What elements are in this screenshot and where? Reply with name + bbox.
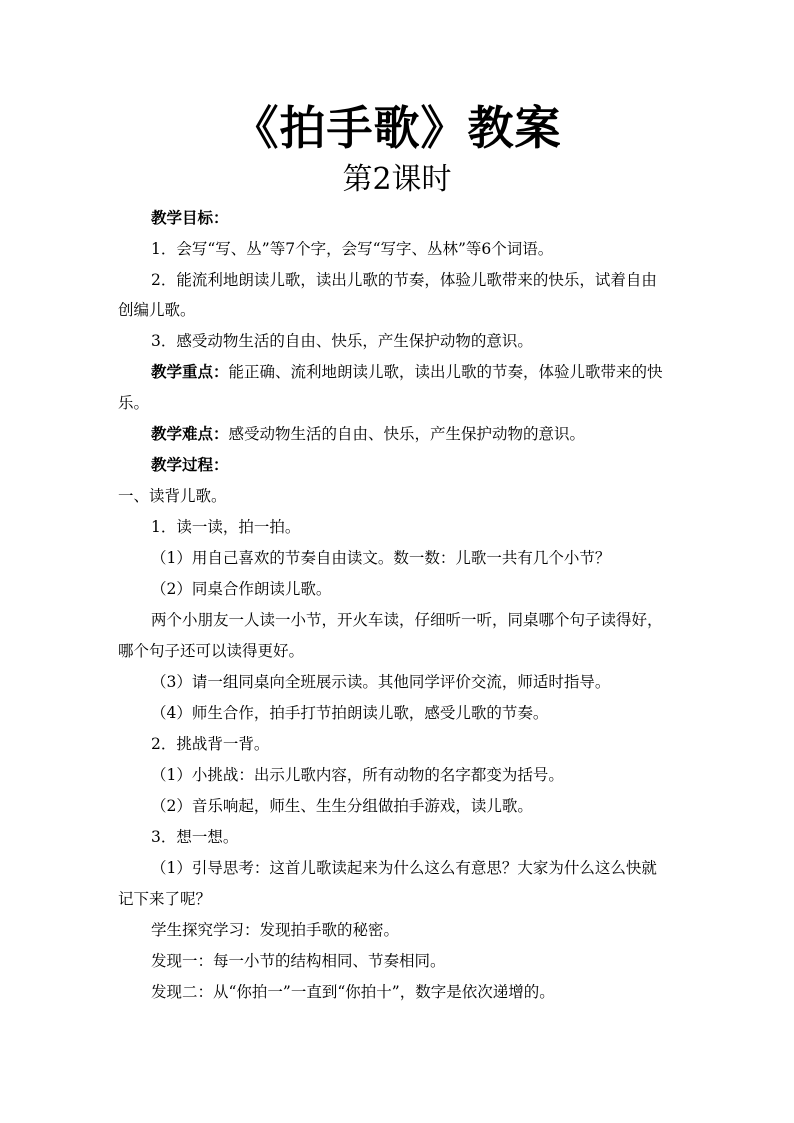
- objectives-heading: 教学目标：: [151, 208, 229, 227]
- process-step-1-3: （3）请一组同桌向全班展示读。其他同学评价交流，师适时指导。: [151, 673, 611, 691]
- objective-item-2-line-1: 2．能流利地朗读儿歌，读出儿歌的节奏，体验儿歌带来的快乐，试着自由: [151, 271, 657, 289]
- process-step-2-1: （1）小挑战：出示儿歌内容，所有动物的名字都变为括号。: [151, 766, 564, 784]
- process-step-2: 2．挑战背一背。: [151, 735, 270, 753]
- process-step-1-2-desc-line-2: 哪个句子还可以读得更好。: [118, 642, 305, 660]
- process-step-2-2: （2）音乐响起，师生、生生分组做拍手游戏，读儿歌。: [151, 797, 533, 815]
- key-point-line-1: [151, 360, 663, 384]
- process-step-1: 1．读一读，拍一拍。: [151, 518, 301, 536]
- process-step-3-1-line-2: 记下来了呢？: [118, 890, 212, 908]
- key-point-label: 教学重点：: [151, 362, 229, 381]
- difficulty-line: [151, 422, 585, 446]
- objective-item-3: 3．感受动物生活的自由、快乐，产生保护动物的意识。: [151, 332, 533, 350]
- difficulty-label: 教学难点：: [151, 424, 229, 443]
- process-step-1-4: （4）师生合作，拍手打节拍朗读儿歌，感受儿歌的节奏。: [151, 704, 549, 722]
- key-point-text: 能正确、流利地朗读儿歌，读出儿歌的节奏，体验儿歌带来的快: [228, 363, 663, 381]
- objective-item-1: 1．会写“写、丛”等7个字，会写“写字、丛林”等6个词语。: [151, 240, 554, 258]
- process-step-1-1: （1）用自己喜欢的节奏自由读文。数一数：儿歌一共有几个小节？: [151, 549, 611, 567]
- process-heading: 教学过程：: [151, 455, 229, 474]
- objective-item-2-line-2: 创编儿歌。: [118, 301, 196, 319]
- process-section-1: 一、读背儿歌。: [118, 487, 227, 505]
- process-explore: 学生探究学习：发现拍手歌的秘密。: [151, 921, 400, 939]
- process-finding-1: 发现一：每一小节的结构相同、节奏相同。: [151, 952, 446, 970]
- process-step-1-2: （2）同桌合作朗读儿歌。: [151, 580, 332, 598]
- process-step-3: 3．想一想。: [151, 828, 239, 846]
- process-step-1-2-desc-line-1: 两个小朋友一人读一小节，开火车读，仔细听一听，同桌哪个句子读得好，: [151, 611, 663, 629]
- key-point-line-2: 乐。: [118, 394, 150, 412]
- difficulty-text: 感受动物生活的自由、快乐，产生保护动物的意识。: [228, 425, 586, 443]
- document-title: 《拍手歌》教案: [232, 101, 562, 155]
- process-finding-2: 发现二：从“你拍一”一直到“你拍十”，数字是依次递增的。: [151, 983, 555, 1001]
- document-subtitle: 第2课时: [342, 162, 452, 197]
- process-step-3-1-line-1: （1）引导思考：这首儿歌读起来为什么这么有意思？大家为什么这么快就: [151, 859, 657, 877]
